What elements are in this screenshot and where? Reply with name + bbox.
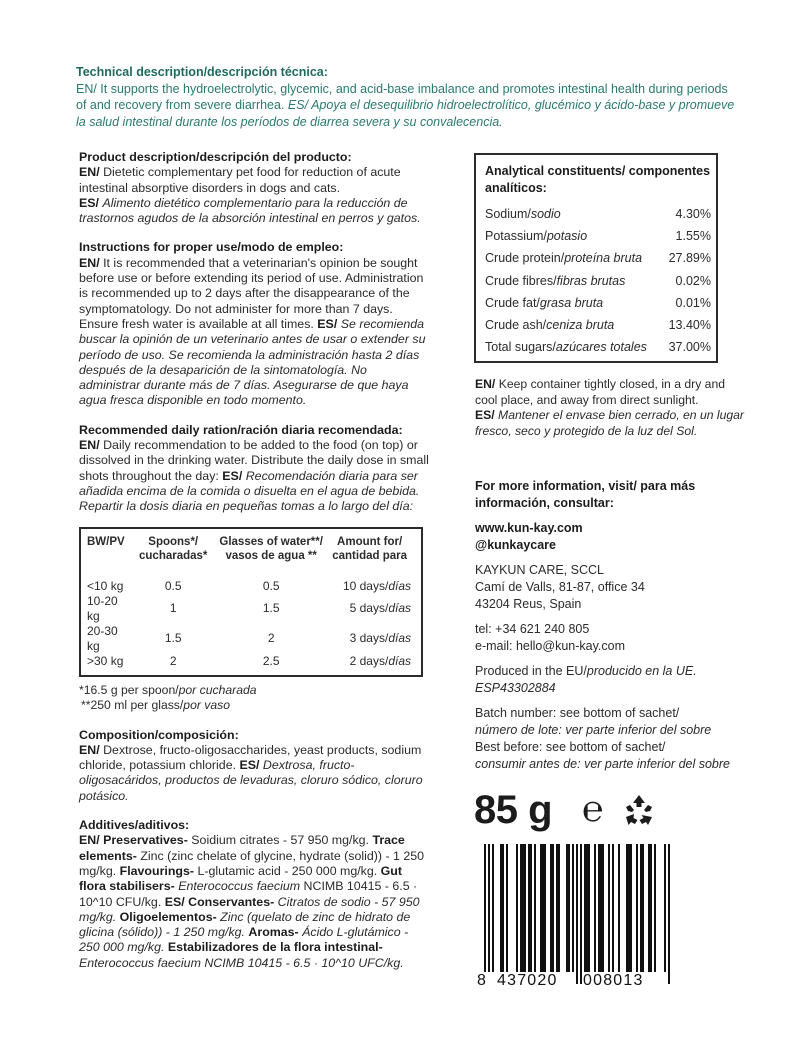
dosage-glasses: 2 bbox=[267, 631, 275, 646]
analytical-heading: Analytical constituents/ componentes analíticos: bbox=[485, 164, 711, 195]
dosage-spoons: 1 bbox=[169, 601, 177, 616]
instructions-en-label: EN/ bbox=[79, 255, 100, 270]
constituent-value: 4.30% bbox=[675, 207, 711, 221]
additives-es-aromas-label: Aromas- bbox=[248, 925, 299, 940]
barcode-bar bbox=[628, 844, 630, 972]
barcode-bars bbox=[476, 844, 672, 984]
dosage-header-bw: BW/PV bbox=[87, 535, 125, 548]
analytical-row bbox=[485, 336, 711, 358]
additives-es-aromas: Ácido L-glutámico - 250 000 mg/kg. bbox=[79, 925, 409, 955]
produced-es: producido en la UE. bbox=[586, 664, 697, 678]
barcode-bar bbox=[626, 844, 628, 972]
ration-heading: Recommended daily ration/ración diaria recomendada: bbox=[79, 422, 403, 437]
instructions-es-label: ES/ bbox=[317, 316, 338, 331]
barcode-bar bbox=[492, 844, 494, 972]
table-row bbox=[87, 654, 415, 669]
barcode-bar bbox=[572, 844, 574, 972]
dosage-header-row bbox=[87, 535, 415, 579]
barcode-bar bbox=[588, 844, 590, 972]
table-row bbox=[87, 594, 415, 624]
email[interactable]: e-mail: hello@kun-kay.com bbox=[475, 639, 626, 653]
barcode-bar bbox=[636, 844, 638, 972]
additives-es-conservantes-label: ES/ Conservantes- bbox=[164, 894, 275, 909]
barcode-bar bbox=[648, 844, 650, 972]
dosage-bw: 20-30 kg bbox=[87, 623, 118, 653]
barcode-bar bbox=[488, 844, 490, 972]
composition-es-label: ES/ bbox=[239, 758, 260, 773]
constituent-es: azúcares totales bbox=[555, 340, 647, 355]
dosage-bw: 10-20 kg bbox=[87, 593, 118, 623]
barcode-bar bbox=[584, 844, 586, 972]
estimated-sign-icon: ℮ bbox=[582, 789, 604, 830]
constituent-value: 37.00% bbox=[668, 340, 711, 355]
barcode-bar bbox=[534, 844, 536, 972]
dosage-amount bbox=[324, 654, 415, 669]
technical-en: EN/ It supports the hydroelectrolytic, glycemic, and acid-base imbalance and promotes intestinal health during periods of and recovery from severe diarrhea. bbox=[76, 81, 728, 112]
table-row bbox=[87, 624, 415, 654]
composition-heading: Composition/composición: bbox=[79, 727, 239, 742]
dosage-amount-en: 5 days/ bbox=[349, 601, 389, 616]
additives-en-preservatives: Soidium citrates - 57 950 mg/kg. bbox=[191, 833, 369, 848]
analytical-row bbox=[485, 225, 711, 247]
product-es-label: ES/ bbox=[79, 195, 99, 210]
dosage-amount-en: 2 days/ bbox=[349, 653, 389, 668]
dosage-amount-en: 3 days/ bbox=[349, 631, 389, 646]
constituent-value: 0.02% bbox=[675, 273, 711, 288]
dosage-header-glasses: Glasses of water**/ vasos de agua ** bbox=[219, 535, 323, 562]
dosage-amount-en: 10 days/ bbox=[342, 578, 389, 593]
additives-en-gut-label: Gut flora stabilisers- bbox=[79, 863, 403, 894]
barcode-bar bbox=[664, 844, 666, 972]
constituent-es: potasio bbox=[546, 229, 588, 244]
barcode-bar bbox=[540, 844, 542, 972]
barcode-bar bbox=[598, 844, 600, 972]
constituent-value: 13.40% bbox=[668, 317, 711, 332]
constituent-en: Crude fat/ bbox=[485, 295, 540, 310]
batch-number: Batch number: see bottom of sachet/ bbox=[475, 706, 680, 720]
barcode-bar bbox=[558, 844, 560, 972]
dosage-glasses: 1.5 bbox=[262, 601, 280, 616]
constituent-en: Crude protein/ bbox=[485, 251, 565, 266]
contact-heading: For more information, visit/ para más información, consultar: bbox=[475, 479, 696, 510]
storage-es-label: ES/ bbox=[475, 408, 495, 422]
barcode-bar bbox=[654, 844, 656, 972]
spoon-note bbox=[79, 683, 431, 699]
barcode-bar bbox=[484, 844, 486, 972]
additives-en-gut: NCIMB 10415 - 6.5 · 10^10 CFU/kg. bbox=[79, 879, 418, 909]
left-column bbox=[79, 150, 431, 985]
barcode-bar bbox=[556, 844, 558, 972]
barcode-bar bbox=[602, 844, 604, 972]
constituent-es: grasa bruta bbox=[539, 295, 604, 310]
analytical-row bbox=[485, 314, 711, 336]
spoon-note-es: por cucharada bbox=[178, 682, 257, 697]
dosage-glasses: 0.5 bbox=[262, 578, 280, 593]
analytical-row bbox=[485, 270, 711, 292]
dosage-amount-es: días bbox=[388, 631, 411, 646]
barcode-bar bbox=[522, 844, 524, 972]
additives-es-oligo: Zinc (quelato de zinc de hidrato de glicina (sólido)) - 1 250 mg/kg. bbox=[79, 909, 411, 940]
barcode-bar bbox=[576, 844, 578, 984]
constituent-en: Sodium/ bbox=[485, 207, 531, 221]
barcode-bar bbox=[640, 844, 642, 972]
composition bbox=[79, 728, 431, 804]
dosage-amount bbox=[324, 624, 415, 654]
best-before: Best before: see bottom of sachet/ bbox=[475, 740, 666, 754]
analytical-constituents bbox=[474, 153, 718, 363]
glass-note-en: **250 ml per glass/ bbox=[81, 698, 184, 713]
constituent-en: Crude fibres/ bbox=[485, 273, 557, 288]
composition-en-label: EN/ bbox=[79, 742, 100, 757]
registration-code bbox=[475, 680, 765, 697]
address-line-1: Camí de Valls, 81-87, office 34 bbox=[475, 580, 645, 594]
product-es: Alimento dietético complementario para la reducción de trastornos agudos de la absorción intestinal en perros y gatos. bbox=[79, 195, 421, 226]
ration-en: Daily recommendation to be added to the food (on top) or dissolved in the drinking water. Distribute the daily dose in small shots throughout the day: bbox=[79, 438, 429, 483]
constituent-es: ceniza bruta bbox=[546, 317, 615, 332]
dosage-table bbox=[79, 527, 423, 677]
barcode-bar bbox=[586, 844, 588, 972]
technical-heading: Technical description/descripción técnica: bbox=[76, 65, 328, 79]
constituent-en: Potassium/ bbox=[485, 229, 547, 244]
composition-es: Dextrosa, fructo-oligosacáridos, productos de levaduras, cloruro sódico, cloruro potásico. bbox=[79, 758, 423, 803]
barcode-bar bbox=[500, 844, 502, 972]
technical-es: ES/ Apoya el desequilibrio hidroelectrolítico, glucémico y ácido-base y promueve la salud intestinal durante los períodos de diarrea severa y su convalecencia. bbox=[76, 98, 735, 129]
storage-es: Mantener el envase bien cerrado, en un lugar fresco, seco y protegido de la luz del Sol. bbox=[475, 408, 744, 438]
batch-number-es-text: número de lote: ver parte inferior del sobre bbox=[475, 723, 712, 737]
additives-en-preservatives-label: EN/ Preservatives- bbox=[79, 833, 188, 848]
additives-en-flavourings-label: Flavourings- bbox=[119, 863, 194, 878]
product-description bbox=[79, 150, 431, 226]
produced-en: Produced in the EU/ bbox=[475, 664, 587, 678]
barcode-bar bbox=[612, 844, 614, 972]
additives-en-gut-species: Enterococcus faecium bbox=[178, 879, 301, 894]
company-name: KAYKUN CARE, SCCL bbox=[475, 563, 604, 577]
barcode-first-digit: 8 bbox=[477, 972, 488, 989]
barcode-left-digits: 437020 bbox=[497, 972, 558, 989]
dosage-amount bbox=[324, 579, 415, 594]
constituent-en: Total sugars/ bbox=[485, 340, 556, 355]
instructions-heading: Instructions for proper use/modo de empleo: bbox=[79, 240, 344, 255]
glass-note bbox=[79, 698, 431, 714]
product-heading: Product description/descripción del producto: bbox=[79, 150, 352, 164]
dosage-header-spoons: Spoons*/ cucharadas* bbox=[139, 535, 208, 562]
net-weight-row bbox=[474, 785, 734, 835]
barcode-bar bbox=[566, 844, 568, 972]
barcode-bar bbox=[600, 844, 602, 972]
best-before-es bbox=[475, 756, 765, 773]
ration-es: Recomendación diaria para ser añadida encima de la comida o disuelta en el agua de bebida. Repartir la dosis diaria en pequeñas tomas a lo largo del día: bbox=[79, 468, 420, 514]
dosage-amount-es: días bbox=[388, 578, 411, 593]
dosage-amount bbox=[324, 594, 415, 624]
net-weight: 85 g bbox=[474, 787, 553, 832]
barcode-bar bbox=[618, 844, 620, 972]
barcode-bar bbox=[650, 844, 652, 972]
registration-code-text: ESP43302884 bbox=[475, 681, 556, 695]
additives-en-flavourings: L-glutamic acid - 250 000 mg/kg. bbox=[197, 863, 378, 878]
constituent-en: Crude ash/ bbox=[485, 317, 547, 332]
barcode-bar bbox=[608, 844, 610, 972]
analytical-row bbox=[485, 203, 711, 225]
constituent-value: 0.01% bbox=[675, 295, 711, 310]
storage-en-label: EN/ bbox=[475, 377, 496, 391]
storage-instructions bbox=[475, 377, 745, 439]
constituent-es: proteína bruta bbox=[564, 251, 643, 266]
barcode-bar bbox=[568, 844, 570, 972]
dosage-bw: >30 kg bbox=[87, 653, 124, 668]
dosage-amount-es: días bbox=[388, 601, 411, 616]
address-line-2: 43204 Reus, Spain bbox=[475, 597, 582, 611]
additives-es-estab-label: Estabilizadores de la flora intestinal- bbox=[167, 940, 383, 955]
additives-es-oligo-label: Oligoelementos- bbox=[119, 909, 217, 924]
telephone: tel: +34 621 240 805 bbox=[475, 622, 590, 636]
analytical-row bbox=[485, 247, 711, 269]
instructions bbox=[79, 240, 431, 408]
dosage-header-amount: Amount for/ cantidad para bbox=[332, 535, 408, 562]
dosage-spoons: 2 bbox=[169, 653, 177, 668]
barcode-bar bbox=[542, 844, 544, 972]
barcode-bar bbox=[516, 844, 518, 972]
batch-number-es bbox=[475, 722, 765, 739]
instructions-es: Se recomienda buscar la opinión de un veterinario antes de usar o extender su período de uso. Se recomienda la administración hasta 2 días después de la desaparición de la sintomatología. No administrar durante más de 7 días. Asegurarse de que haya agua fresca disponible en todo momento. bbox=[79, 316, 426, 408]
product-en: Dietetic complementary pet food for reduction of acute intestinal absorptive disorders in dogs and cats. bbox=[79, 165, 401, 195]
product-en-label: EN/ bbox=[79, 165, 100, 180]
website-link[interactable]: www.kun-kay.com bbox=[475, 521, 583, 535]
barcode-bar bbox=[550, 844, 552, 972]
barcode bbox=[476, 844, 672, 996]
barcode-bar bbox=[580, 844, 582, 984]
barcode-bar bbox=[552, 844, 554, 972]
ration-es-label: ES/ bbox=[222, 468, 243, 483]
constituent-value: 1.55% bbox=[675, 229, 711, 244]
table-row bbox=[87, 579, 415, 594]
dosage-spoons: 0.5 bbox=[164, 578, 182, 593]
storage-en: Keep container tightly closed, in a dry and cool place, and away from direct sunlight. bbox=[475, 377, 726, 407]
additives-heading: Additives/aditivos: bbox=[79, 818, 190, 833]
daily-ration bbox=[79, 423, 431, 714]
barcode-bar bbox=[524, 844, 526, 972]
constituent-value: 27.89% bbox=[668, 251, 711, 266]
contact-info bbox=[475, 478, 765, 773]
constituent-es: sodio bbox=[530, 207, 561, 221]
additives-en-trace-label: Trace elements- bbox=[79, 833, 405, 863]
barcode-bar bbox=[668, 844, 670, 984]
dosage-spoons: 1.5 bbox=[164, 631, 182, 646]
composition-en: Dextrose, fructo-oligosaccharides, yeast products, sodium chloride, potassium chloride. bbox=[79, 742, 422, 773]
dosage-notes bbox=[79, 683, 431, 714]
barcode-bar bbox=[520, 844, 522, 972]
barcode-bar bbox=[594, 844, 596, 972]
analytical-row bbox=[485, 292, 711, 314]
ration-en-label: EN/ bbox=[79, 438, 100, 453]
barcode-bar bbox=[530, 844, 532, 972]
additives bbox=[79, 818, 431, 971]
additives-es-conservantes: Citratos de sodio - 57 950 mg/kg. bbox=[79, 894, 420, 924]
additives-en-trace: Zinc (zinc chelate of glycine, hydrate (solid)) - 1 250 mg/kg. bbox=[79, 848, 425, 878]
barcode-right-digits: 008013 bbox=[583, 972, 644, 989]
glass-note-es: por vaso bbox=[183, 698, 231, 713]
spoon-note-en: *16.5 g per spoon/ bbox=[79, 682, 179, 697]
barcode-bar bbox=[544, 844, 546, 972]
barcode-bar bbox=[506, 844, 508, 972]
best-before-es-text: consumir antes de: ver parte inferior del sobre bbox=[475, 757, 730, 771]
barcode-bar bbox=[630, 844, 632, 972]
dosage-amount-es: días bbox=[388, 653, 411, 668]
constituent-es: fibras brutas bbox=[556, 273, 626, 288]
dosage-bw: <10 kg bbox=[87, 578, 124, 593]
instructions-en: It is recommended that a veterinarian's opinion be sought before use or before extending its period of use. Administration is recommended up to 2 days after the disappearance of the symptomatology. Do not administer for more than 7 days. Ensure fresh water is available at all times. bbox=[79, 255, 424, 331]
additives-es-estab: Enterococcus faecium NCIMB 10415 - 6.5 · 10^10 UFC/kg. bbox=[79, 955, 404, 970]
barcode-bar bbox=[642, 844, 644, 972]
produced-in bbox=[475, 663, 765, 680]
recycle-icon bbox=[622, 793, 656, 827]
barcode-bar bbox=[528, 844, 530, 972]
barcode-bar bbox=[502, 844, 504, 972]
dosage-glasses: 2.5 bbox=[262, 653, 280, 668]
technical-description bbox=[76, 64, 736, 130]
social-handle[interactable]: @kunkaycare bbox=[475, 538, 556, 552]
